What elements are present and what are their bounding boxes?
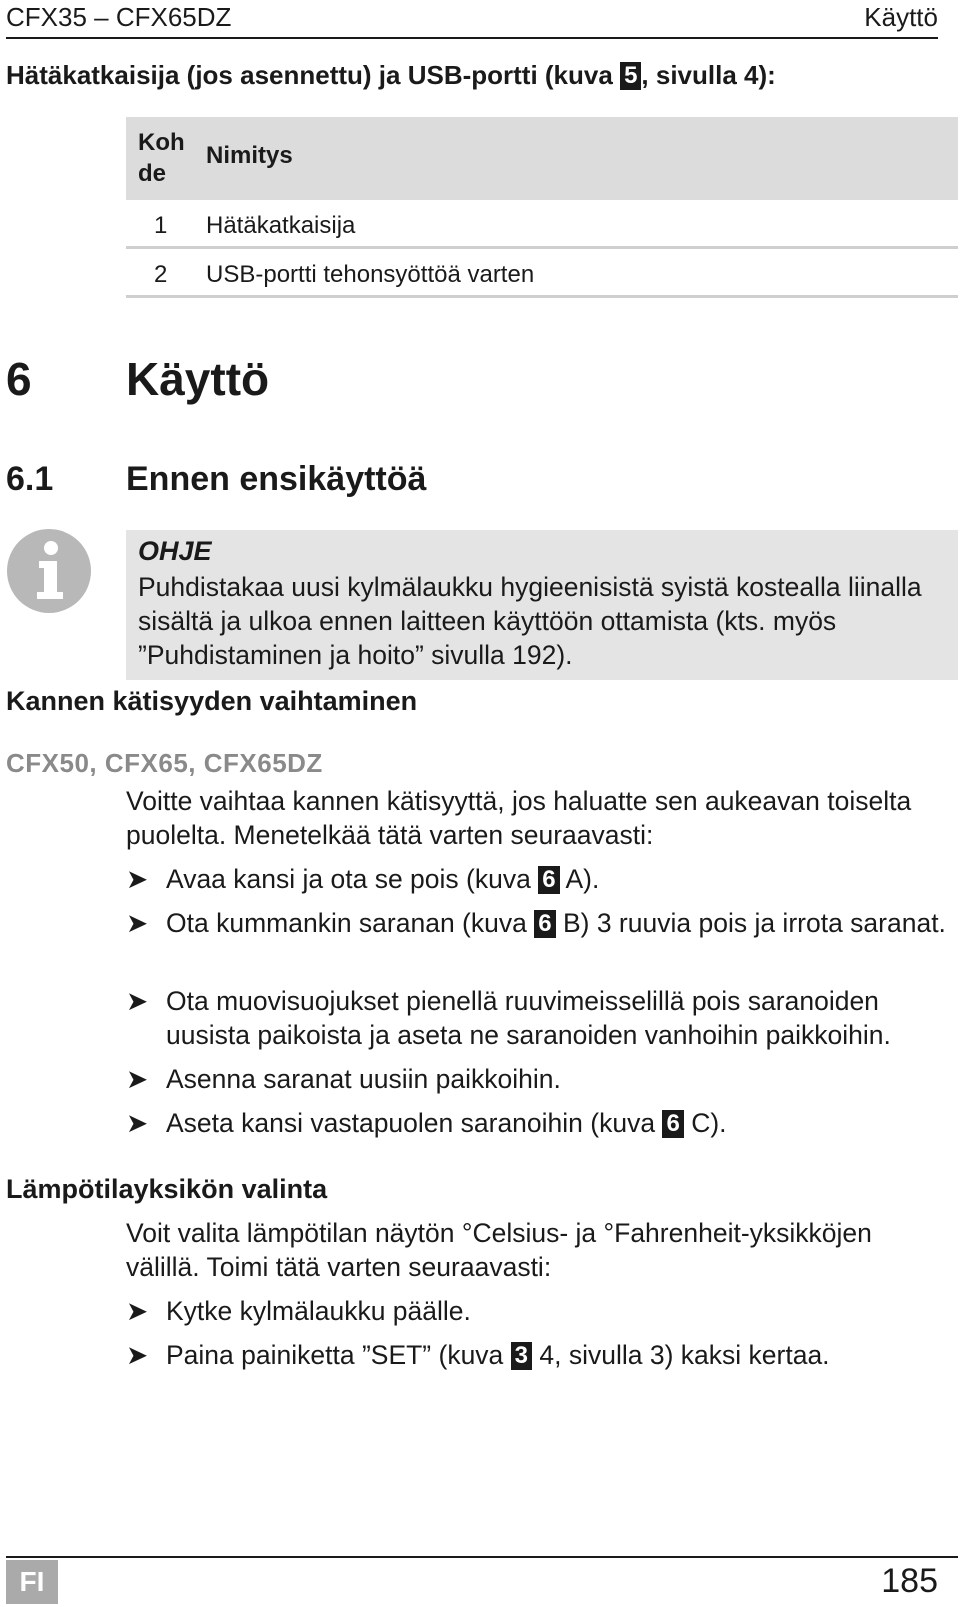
step-text-suffix: A). [565, 864, 600, 894]
arrow-bullet-icon: ➤ [126, 1064, 149, 1094]
step-text-suffix: B) 3 ruuvia pois ja irrota saranat. [562, 908, 946, 938]
language-tab: FI [6, 1560, 58, 1604]
step-text: Asenna saranat uusiin paikkoihin. [166, 1064, 561, 1094]
section-title: Ennen ensikäyttöä [126, 460, 427, 498]
list-item [126, 862, 956, 896]
arrow-bullet-icon: ➤ [126, 986, 149, 1016]
figure-badge: 6 [538, 866, 559, 894]
info-icon [6, 528, 92, 614]
arrow-bullet-icon: ➤ [126, 1108, 149, 1138]
step-text: Ota kummankin saranan (kuva [166, 908, 527, 938]
figure-badge: 6 [534, 910, 555, 938]
temp-intro: Voit valita lämpötilan näytön °Celsius- ja °Fahrenheit-yksikköjen välillä. Toimi tätä varten seuraavasti: [126, 1218, 872, 1282]
section-number: 6.1 [6, 460, 54, 498]
header-rule [6, 37, 938, 39]
step-text-suffix: 4, sivulla 3) kaksi kertaa. [539, 1340, 830, 1370]
list-item [126, 984, 956, 1052]
footer-rule [6, 1556, 958, 1558]
row-item: 1 [154, 212, 168, 239]
note-label: OHJE [138, 536, 212, 566]
lid-heading: Kannen kätisyyden vaihtaminen [6, 686, 418, 716]
temp-heading: Lämpötilayksikön valinta [6, 1174, 328, 1204]
figure-badge: 5 [620, 62, 641, 90]
row-name: USB-portti tehonsyöttöä varten [206, 261, 535, 288]
lid-models: CFX50, CFX65, CFX65DZ [6, 748, 323, 778]
row-item: 2 [154, 261, 168, 288]
arrow-bullet-icon: ➤ [126, 864, 149, 894]
arrow-bullet-icon: ➤ [126, 908, 149, 938]
chapter-title: Käyttö [126, 353, 270, 405]
column-header-name: Nimitys [206, 142, 293, 169]
table-header-row [126, 117, 958, 200]
list-item [126, 1106, 956, 1140]
list-item [126, 1294, 956, 1328]
step-text: Aseta kansi vastapuolen saranoihin (kuva [166, 1108, 656, 1138]
arrow-bullet-icon: ➤ [126, 1296, 149, 1326]
parts-table [126, 117, 958, 298]
page-number: 185 [881, 1562, 938, 1600]
arrow-bullet-icon: ➤ [126, 1340, 149, 1370]
step-text: Avaa kansi ja ota se pois (kuva [166, 864, 531, 894]
step-text: Kytke kylmälaukku päälle. [166, 1296, 471, 1326]
table-heading [6, 60, 776, 91]
list-item [126, 1062, 956, 1096]
lid-intro: Voitte vaihtaa kannen kätisyyttä, jos haluatte sen aukeavan toiselta puolelta. Menetelkää tätä varten seuraavasti: [126, 786, 912, 850]
step-text: Paina painiketta ”SET” (kuva [166, 1340, 504, 1370]
figure-badge: 3 [511, 1342, 532, 1370]
list-item [126, 1338, 956, 1372]
figure-badge: 6 [662, 1110, 683, 1138]
row-name: Hätäkatkaisija [206, 212, 356, 239]
running-header-models: CFX35 – CFX65DZ [6, 2, 232, 32]
note-text: Puhdistakaa uusi kylmälaukku hygieenisistä syistä kostealla liinalla sisältä ja ulkoa ennen laitteen käyttöön ottamista (kts. myös ”Puhdistaminen ja hoito” sivulla 192). [138, 572, 922, 670]
step-text-suffix: C). [691, 1108, 727, 1138]
table-heading-text: Hätäkatkaisija (jos asennettu) ja USB-portti (kuva [6, 60, 613, 90]
list-item [126, 906, 956, 940]
step-text: Ota muovisuojukset pienellä ruuvimeisselillä pois saranoiden uusista paikoista ja aseta ne saranoiden vanhoihin paikkoihin. [166, 986, 891, 1050]
running-header-section: Käyttö [864, 2, 938, 32]
chapter-number: 6 [6, 353, 32, 405]
table-row [126, 200, 958, 249]
table-row [126, 249, 958, 298]
table-heading-suffix: , sivulla 4): [641, 60, 776, 90]
column-header-item: Koh de [138, 129, 185, 187]
